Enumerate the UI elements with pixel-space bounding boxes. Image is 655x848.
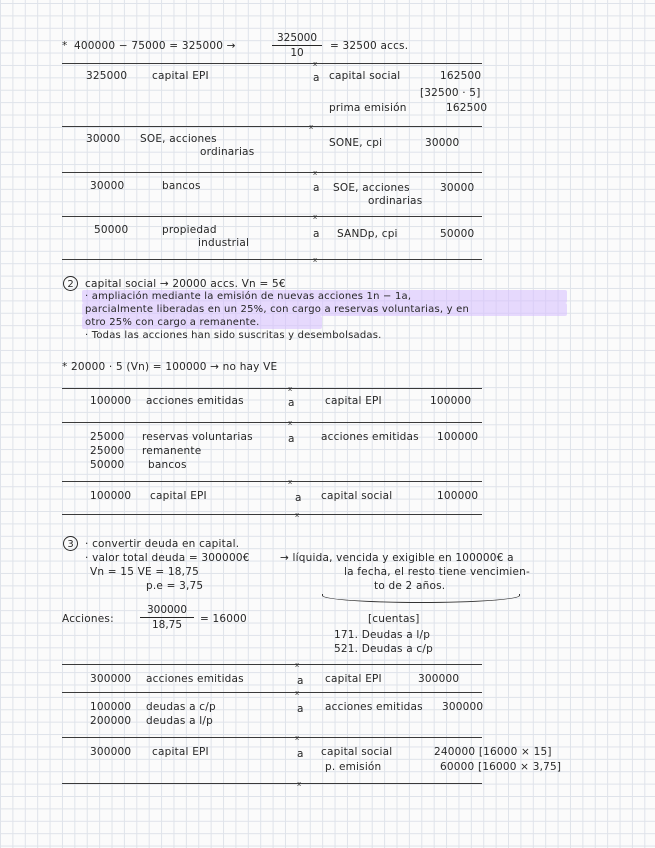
entry-divider	[62, 737, 482, 738]
statement-line: · Todas las acciones han sido suscritas y desembolsadas.	[85, 330, 382, 341]
credit-amount: 240000 [16000 × 15]	[434, 746, 552, 758]
credit-account: SONE, cpi	[329, 137, 383, 149]
tick-mark: x	[309, 123, 314, 131]
tick-mark: x	[295, 689, 300, 697]
statement-line: · valor total deuda = 300000€	[85, 552, 250, 564]
debit-amount: 100000	[90, 395, 132, 407]
credit-account-cont: ordinarias	[368, 195, 423, 207]
tick-mark: x	[288, 385, 293, 393]
credit-account: capital social	[329, 70, 401, 82]
fraction-numerator: 325000	[272, 32, 322, 46]
section-number-badge: 2	[63, 276, 78, 291]
fraction-denominator: 18,75	[151, 619, 183, 631]
calc-result: = 32500 accs.	[330, 40, 409, 52]
debit-amount: 100000	[90, 701, 132, 713]
accounts-title: [cuentas]	[368, 613, 420, 625]
acciones-label: Acciones:	[62, 613, 114, 625]
a-connector: a	[297, 703, 304, 715]
tick-mark: x	[313, 256, 318, 264]
tick-mark: x	[313, 169, 318, 177]
entry-divider	[62, 172, 482, 173]
fraction-denominator: 10	[290, 47, 304, 59]
statement-line: → líquida, vencida y exigible en 100000€ a	[280, 552, 514, 564]
credit-account: capital social	[321, 490, 393, 502]
entry-divider	[62, 422, 482, 423]
calc-fraction	[272, 32, 322, 59]
calc-result: = 16000	[200, 613, 247, 625]
account-code: 521. Deudas a c/p	[334, 643, 433, 655]
tick-mark: x	[295, 661, 300, 669]
entry-divider	[62, 664, 482, 665]
debit-amount: 200000	[90, 715, 132, 727]
tick-mark: x	[295, 511, 300, 519]
credit-account: capital EPI	[325, 673, 382, 685]
debit-account: capital EPI	[152, 746, 209, 758]
debit-amount: 325000	[86, 70, 128, 82]
debit-amount: 25000	[90, 445, 125, 457]
debit-account: capital EPI	[150, 490, 207, 502]
calc-expression: * 20000 · 5 (Vn) = 100000 → no hay VE	[62, 361, 278, 373]
debit-amount: 25000	[90, 431, 125, 443]
debit-account: propiedad	[162, 224, 217, 236]
brace-underline	[322, 594, 520, 603]
tick-mark: x	[313, 60, 318, 68]
credit-amount: 30000	[440, 182, 475, 194]
credit-amount: 100000	[437, 431, 479, 443]
debit-account: bancos	[148, 459, 187, 471]
debit-account: capital EPI	[152, 70, 209, 82]
credit-account: prima emisión	[329, 102, 407, 114]
debit-account: bancos	[162, 180, 201, 192]
credit-amount: 162500	[440, 70, 482, 82]
statement-line: otro 25% con cargo a remanente.	[85, 317, 260, 328]
debit-account: acciones emitidas	[146, 395, 244, 407]
debit-amount: 300000	[90, 673, 132, 685]
tick-mark: x	[288, 478, 293, 486]
tick-mark: x	[295, 734, 300, 742]
entry-divider	[62, 126, 482, 127]
debit-amount: 50000	[94, 224, 129, 236]
entry-divider	[62, 216, 482, 217]
calc-expression: 400000 − 75000 = 325000 →	[74, 40, 236, 52]
tick-mark: x	[288, 419, 293, 427]
account-code: 171. Deudas a l/p	[334, 629, 431, 641]
credit-amount: 100000	[430, 395, 472, 407]
a-connector: a	[313, 228, 320, 240]
statement-line: · ampliación mediante la emisión de nuevas acciones 1n − 1a,	[85, 291, 412, 302]
credit-amount: 60000 [16000 × 3,75]	[440, 761, 562, 773]
a-connector: a	[297, 675, 304, 687]
statement-line: parcialmente liberadas en un 25%, con cargo a reservas voluntarias, y en	[85, 304, 470, 315]
debit-account: deudas a l/p	[146, 715, 213, 727]
credit-account: p. emisión	[325, 761, 382, 773]
statement-line: · convertir deuda en capital.	[85, 538, 240, 550]
credit-account: capital EPI	[325, 395, 382, 407]
credit-amount: 300000	[442, 701, 484, 713]
entry-divider	[62, 481, 482, 482]
statement-line: to de 2 años.	[374, 580, 446, 592]
tick-mark: x	[297, 780, 302, 788]
entry-divider	[62, 692, 482, 693]
debit-account: acciones emitidas	[146, 673, 244, 685]
fraction-numerator: 300000	[140, 604, 194, 618]
a-connector: a	[313, 182, 320, 194]
statement-line: la fecha, el resto tiene vencimien-	[344, 566, 531, 578]
entry-divider	[62, 388, 482, 389]
credit-account: capital social	[321, 746, 393, 758]
a-connector: a	[313, 72, 320, 84]
debit-amount: 100000	[90, 490, 132, 502]
statement-line: Vn = 15 VE = 18,75	[90, 566, 199, 578]
star-marker: *	[62, 40, 68, 52]
entry-divider	[62, 514, 482, 515]
debit-account-cont: ordinarias	[200, 146, 255, 158]
credit-amount: 300000	[418, 673, 460, 685]
credit-amount: 30000	[425, 137, 460, 149]
debit-account-cont: industrial	[198, 237, 250, 249]
a-connector: a	[297, 748, 304, 760]
debit-account: reservas voluntarias	[142, 431, 253, 443]
credit-amount: 50000	[440, 228, 475, 240]
entry-divider	[62, 783, 482, 784]
a-connector: a	[288, 433, 295, 445]
section-number-badge: 3	[63, 536, 78, 551]
credit-amount: 162500	[446, 102, 488, 114]
bracket-note: [32500 · 5]	[420, 87, 481, 99]
credit-account: acciones emitidas	[325, 701, 423, 713]
entry-divider	[62, 259, 482, 260]
statement-line: p.e = 3,75	[146, 580, 204, 592]
a-connector: a	[288, 397, 295, 409]
credit-amount: 100000	[437, 490, 479, 502]
debit-amount: 50000	[90, 459, 125, 471]
credit-account: SOE, acciones	[333, 182, 410, 194]
debit-amount: 300000	[90, 746, 132, 758]
calc-fraction	[140, 604, 194, 631]
debit-account: SOE, acciones	[140, 133, 217, 145]
debit-amount: 30000	[86, 133, 121, 145]
credit-account: SANDp, cpi	[337, 228, 398, 240]
a-connector: a	[295, 492, 302, 504]
debit-amount: 30000	[90, 180, 125, 192]
credit-account: acciones emitidas	[321, 431, 419, 443]
debit-account: deudas a c/p	[146, 701, 216, 713]
tick-mark: x	[313, 213, 318, 221]
debit-account: remanente	[142, 445, 202, 457]
statement-line: capital social → 20000 accs. Vn = 5€	[85, 278, 286, 290]
entry-divider	[62, 63, 482, 64]
